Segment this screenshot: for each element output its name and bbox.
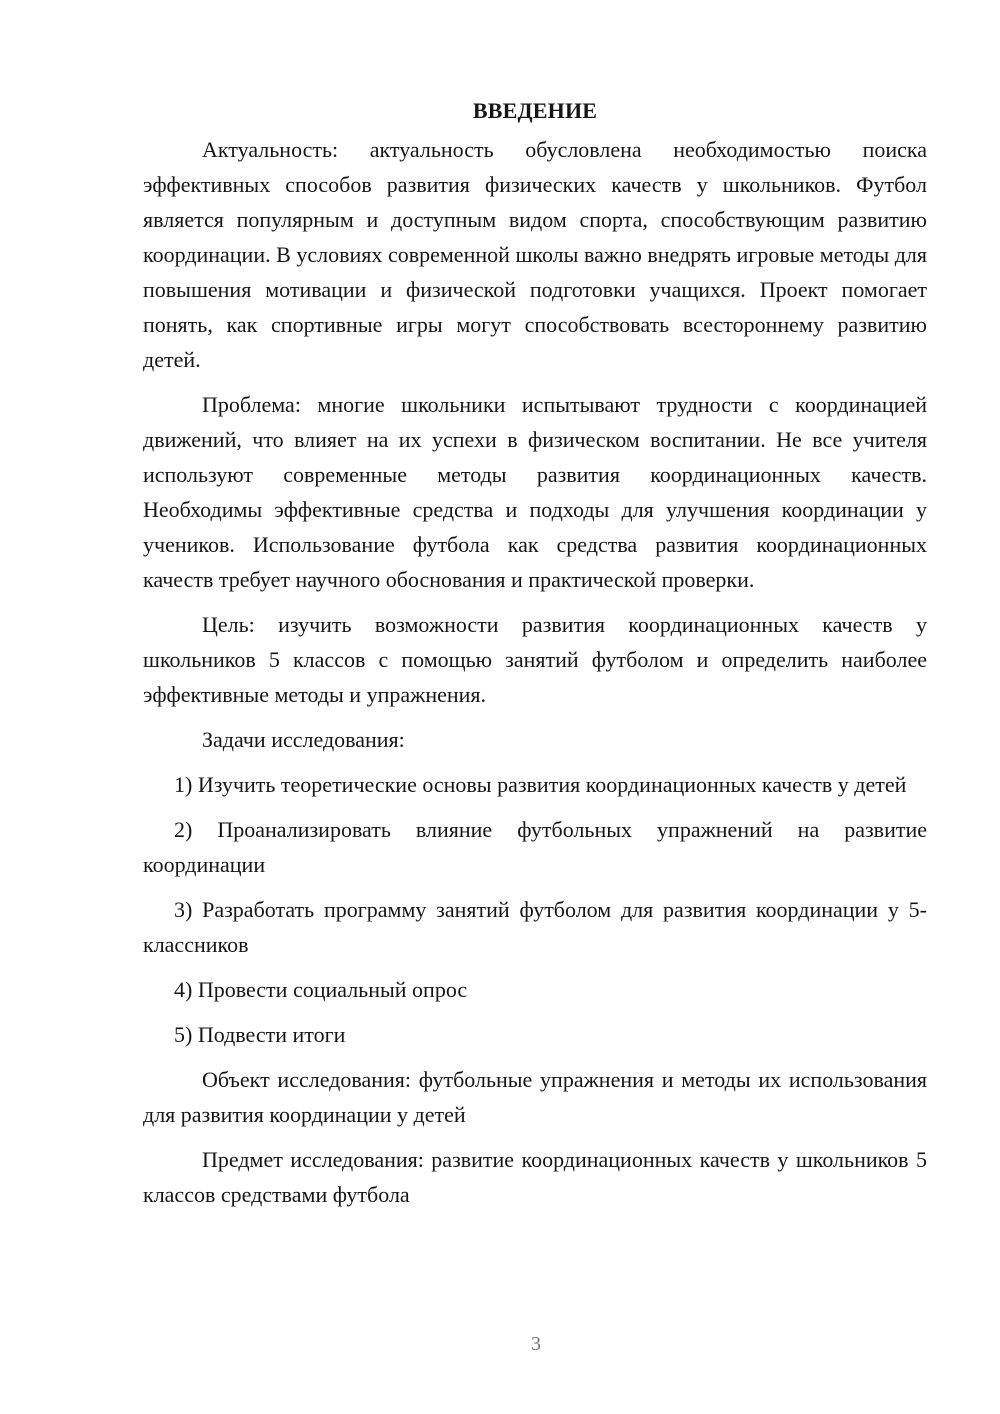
goal-paragraph: Цель: изучить возможности развития координационных качеств у школьников 5 классов с помощью занятий футболом и определить наиболее эффективные методы и упражнения.: [143, 612, 927, 707]
subject-paragraph: Предмет исследования: развитие координационных качеств у школьников 5 классов средствами футбола: [143, 1147, 927, 1207]
task-item-5: 5) Подвести итоги: [174, 1022, 346, 1047]
document-page: [143, 93, 927, 1222]
task-item-1: 1) Изучить теоретические основы развития координационных качеств у детей: [174, 772, 907, 797]
page-number: 3: [531, 1333, 541, 1355]
document-title: ВВЕДЕНИЕ: [472, 98, 598, 123]
task-item-3: 3) Разработать программу занятий футболом для развития координации у 5-классников: [143, 897, 927, 957]
task-item-2: 2) Проанализировать влияние футбольных упражнений на развитие координации: [143, 817, 927, 877]
object-paragraph: Объект исследования: футбольные упражнения и методы их использования для развития координации у детей: [143, 1067, 927, 1127]
tasks-heading: Задачи исследования:: [202, 727, 405, 752]
relevance-paragraph: Актуальность: актуальность обусловлена необходимостью поиска эффективных способов развития физических качеств у школьников. Футбол является популярным и доступным видом спорта, способствующим развитию координации. В условиях современной школы важно внедрять игровые методы для повышения мотивации и физической подготовки учащихся. Проект помогает понять, как спортивные игры могут способствовать всестороннему развитию детей.: [143, 137, 927, 372]
task-item-4: 4) Провести социальный опрос: [174, 977, 468, 1002]
problem-paragraph: Проблема: многие школьники испытывают трудности с координацией движений, что влияет на их успехи в физическом воспитании. Не все учителя используют современные методы развития координационных качеств. Необходимы эффективные средства и подходы для улучшения координации у учеников. Использование футбола как средства развития координационных качеств требует научного обоснования и практической проверки.: [143, 392, 927, 592]
